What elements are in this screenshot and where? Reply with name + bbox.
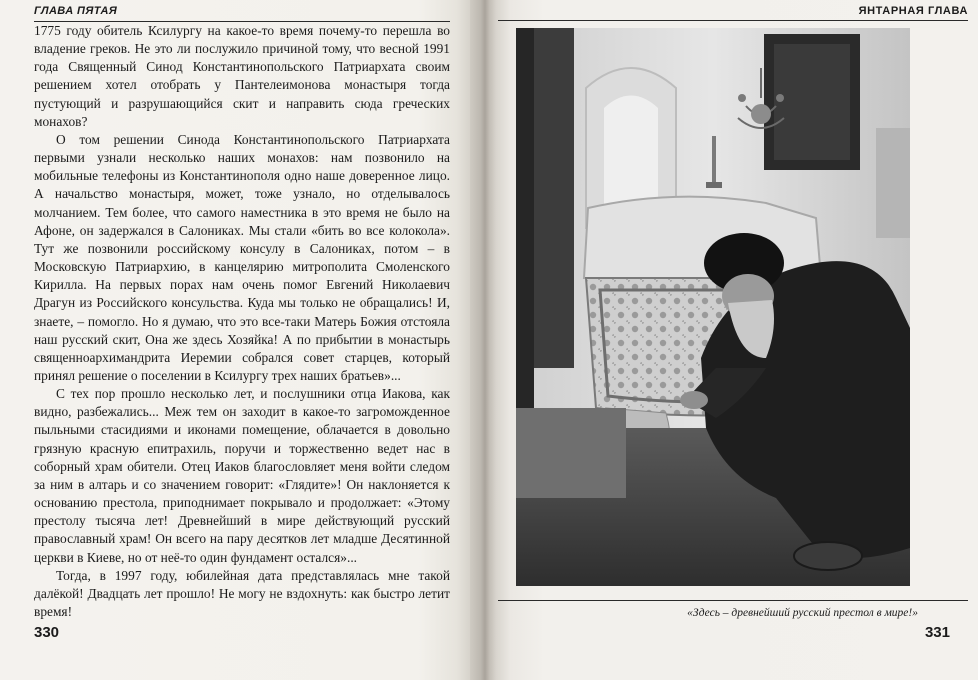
right-page bbox=[496, 0, 978, 680]
running-head-right: ЯНТАРНАЯ ГЛАВА bbox=[858, 5, 968, 17]
caption-rule bbox=[498, 600, 968, 601]
left-page bbox=[0, 0, 476, 680]
page-number-left: 330 bbox=[34, 624, 60, 641]
paragraph-2: О том решении Синода Константинопольского Патриархата первыми узнали несколько наших монахов: нам позвонило на мобильные телефоны из Константинополя одно наше доверенное лицо. А начальство монастыря, может, тоже узнало, но отделывалось молчанием. Тем более, что самого наместника в это время не было на Афоне, он задержался в Салониках. Мы стали «бить во все колокола». Тут же позвонили российскому консулу в Салониках, потом – в Московскую Патриархию, в канцелярию митрополита Смоленского Кирилла. На первых порах нам очень помог Евгений Николаевич Драгун из Российского консульства. Куда мы только не обращались! И, знаете, – помогло. Но я думаю, что это все-таки Матерь Божия отстояла наш русский скит, Она же здесь Хозяйка! А по прибытии в монастырь священноархимандрита Иеремии собрался совет старцев, который принял решение о поселении в Ксилургу трех наших братьев»... bbox=[34, 131, 450, 383]
paragraph-4: Тогда, в 1997 году, юбилейная дата представлялась мне такой далёкой! Двадцать лет прошло! Не могу не вздохнуть: как быстро летит время! bbox=[34, 567, 450, 619]
body-text bbox=[34, 22, 450, 621]
paragraph-3: С тех пор прошло несколько лет, и послушники отца Иакова, как видно, разбежались... Меж тем он заходит в какое-то загроможденное пыльными стасидиями и иконами помещение, облачается в довольно грязную красную епитрахиль, поручи и торжественно ведет нас в соборный храм обители. Отец Иаков благословляет меня войти следом за ним в алтарь и со значением говорит: «Глядите»! Он наклоняется к основанию престола, приподнимает покрывало и продолжает: «Этому престолу тысяча лет! Древнейший в мире действующий русский православный храм! Он всего на пару десятков лет младше Десятинной церкви в Киеве, но от неё-то один фундамент остался»... bbox=[34, 386, 450, 565]
running-head-left: ГЛАВА ПЯТАЯ bbox=[34, 5, 118, 17]
paragraph-1: 1775 году обитель Ксилургу на какое-то время почему-то перешла во владение греков. Не это ли послужило причиной тому, что весной 1991 года Священный Синод Константинопольского Патриархата своим решением хотел отобрать у Пантелеимонова монастыря тогда пустующий и разрушающийся скит и направить сюда греческих монахов? bbox=[34, 23, 450, 129]
page-number-right: 331 bbox=[924, 624, 950, 641]
header-rule-right bbox=[498, 20, 968, 21]
photo-monk-at-altar bbox=[516, 28, 910, 586]
photo-caption: «Здесь – древнейший русский престол в мире!» bbox=[687, 607, 918, 619]
